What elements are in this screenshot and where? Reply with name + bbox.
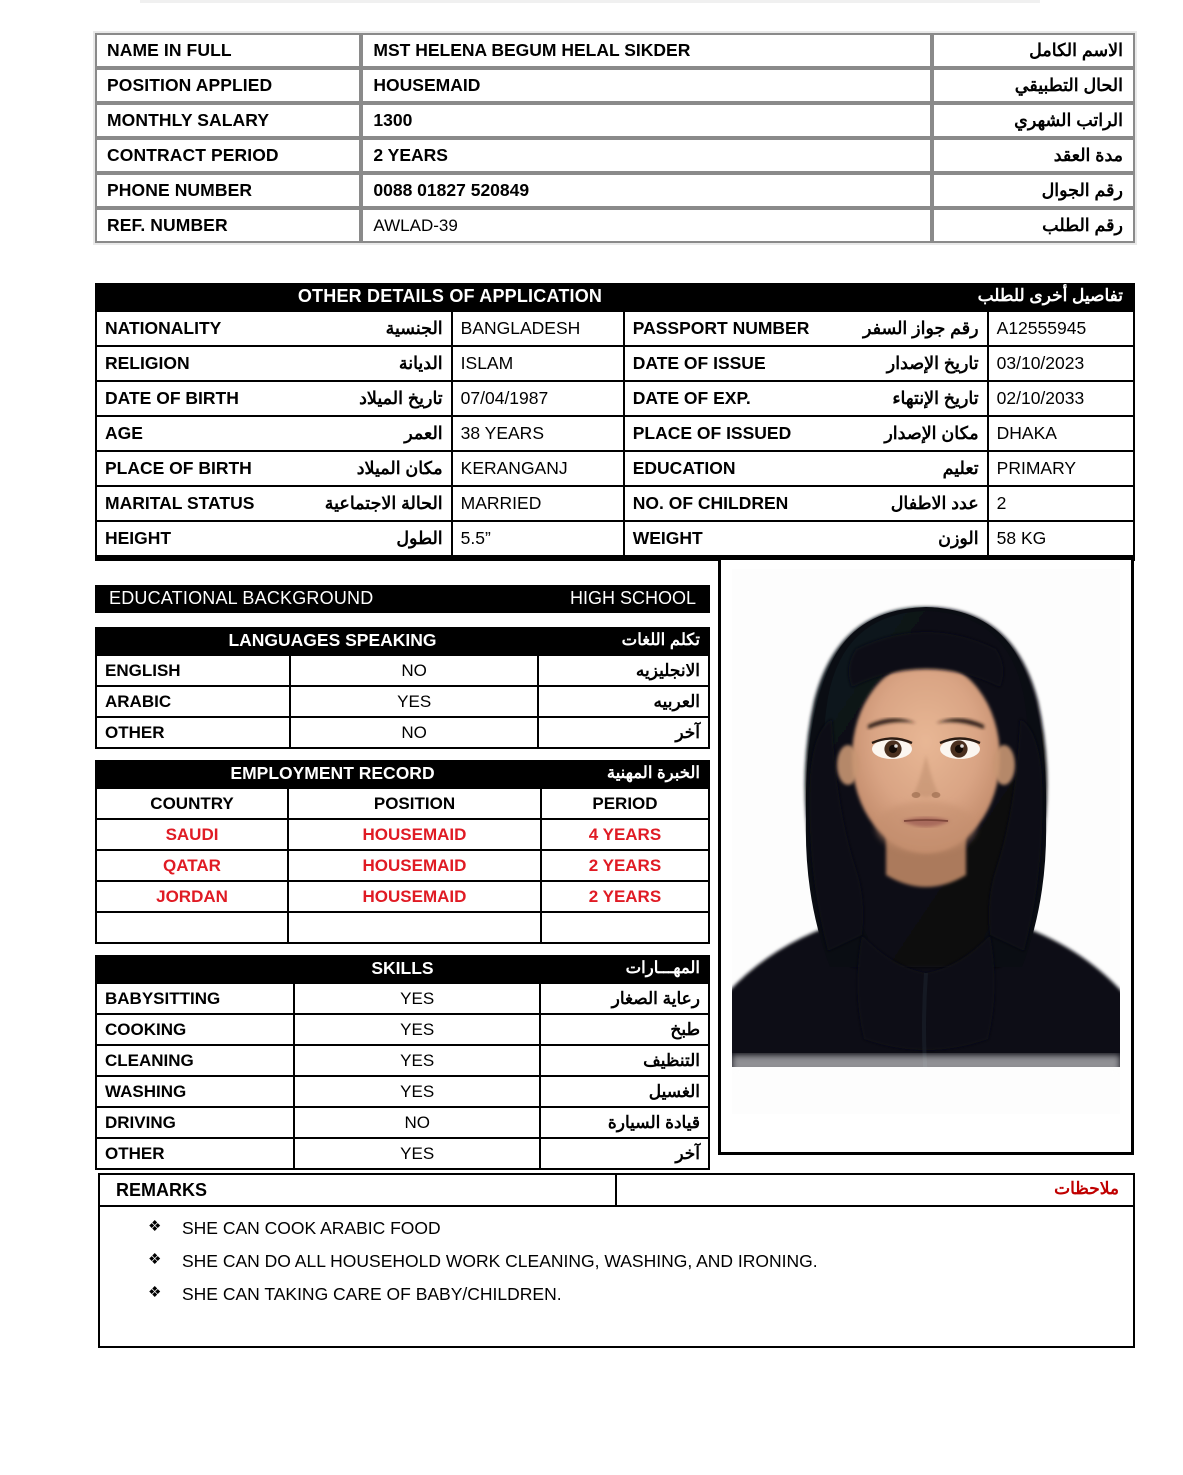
detail-label-left-en: HEIGHT: [105, 528, 172, 548]
detail-value-right: A12555945: [988, 311, 1134, 346]
skill-value: YES: [294, 1014, 540, 1045]
language-name: ENGLISH: [96, 655, 290, 686]
other-details-title-ar: تفاصيل أخرى للطلب: [977, 286, 1123, 305]
employment-period: 4 YEARS: [541, 819, 709, 850]
skill-name-arabic: رعاية الصغار: [540, 983, 709, 1014]
summary-label: REF. NUMBER: [95, 208, 361, 243]
employment-country: JORDAN: [96, 881, 288, 912]
table-row: [96, 912, 709, 943]
skill-name: DRIVING: [96, 1107, 294, 1138]
detail-label-right: [624, 311, 988, 346]
detail-label-left: [96, 311, 452, 346]
detail-label-right-ar: تاريخ الإصدار: [886, 353, 979, 373]
educational-background-bar: [95, 585, 710, 613]
detail-value-left: ISLAM: [452, 346, 624, 381]
table-row: [96, 346, 1134, 381]
summary-label: CONTRACT PERIOD: [95, 138, 361, 173]
table-row: [95, 103, 1135, 138]
detail-value-left: BANGLADESH: [452, 311, 624, 346]
employment-record-title-ar: الخبرة المهنية: [606, 764, 700, 782]
table-row: [96, 686, 709, 717]
detail-label-left-ar: الحالة الاجتماعية: [324, 493, 443, 513]
detail-label-left: [96, 486, 452, 521]
detail-label-right-ar: تعليم: [942, 458, 979, 478]
diamond-bullet-icon: ❖: [148, 1284, 162, 1302]
skills-section: [95, 955, 710, 1170]
detail-label-right: [624, 486, 988, 521]
skills-title-ar: المهـــارات: [625, 959, 700, 977]
language-value: YES: [290, 686, 538, 717]
remarks-title-en: REMARKS: [116, 1180, 208, 1200]
employment-position: HOUSEMAID: [288, 819, 541, 850]
detail-label-left-ar: تاريخ الميلاد: [359, 388, 443, 408]
remarks-section: [98, 1173, 1135, 1348]
detail-value-right: 02/10/2033: [988, 381, 1134, 416]
languages-table: [95, 654, 710, 749]
other-details-title-en: OTHER DETAILS OF APPLICATION: [297, 286, 603, 306]
detail-value-left: 07/04/1987: [452, 381, 624, 416]
detail-value-left: 5.5”: [452, 521, 624, 556]
summary-label-arabic: رقم الطلب: [932, 208, 1135, 243]
list-item: [100, 1215, 1133, 1248]
table-row: [96, 1107, 709, 1138]
employment-period: 2 YEARS: [541, 850, 709, 881]
detail-label-right: [624, 521, 988, 556]
employment-country: [96, 912, 288, 943]
detail-label-right-ar: عدد الاطفال: [890, 493, 979, 513]
table-row: [96, 311, 1134, 346]
remark-text: SHE CAN DO ALL HOUSEHOLD WORK CLEANING, WASHING, AND IRONING.: [182, 1251, 818, 1272]
detail-label-left-ar: العمر: [404, 423, 443, 443]
applicant-photo-image: [732, 569, 1120, 1114]
remarks-header-divider: [615, 1175, 617, 1205]
table-row: [95, 208, 1135, 243]
detail-label-left-en: DATE OF BIRTH: [105, 388, 239, 408]
table-row: [95, 68, 1135, 103]
detail-label-left-en: PLACE OF BIRTH: [105, 458, 252, 478]
detail-label-left: [96, 451, 452, 486]
detail-label-right-ar: مكان الإصدار: [884, 423, 979, 443]
table-row: [96, 381, 1134, 416]
detail-label-left-en: MARITAL STATUS: [105, 493, 255, 513]
language-value: NO: [290, 717, 538, 748]
remarks-list: [100, 1207, 1133, 1314]
detail-label-right-en: PASSPORT NUMBER: [632, 318, 810, 338]
summary-label: NAME IN FULL: [95, 33, 361, 68]
summary-value: AWLAD-39: [361, 208, 932, 243]
detail-value-right: 58 KG: [988, 521, 1134, 556]
detail-label-left: [96, 416, 452, 451]
detail-value-left: KERANGANJ: [452, 451, 624, 486]
table-row: [95, 173, 1135, 208]
skill-value: NO: [294, 1107, 540, 1138]
summary-label-arabic: الحال التطبيقي: [932, 68, 1135, 103]
detail-value-left: 38 YEARS: [452, 416, 624, 451]
table-row: [96, 717, 709, 748]
employment-period: [541, 912, 709, 943]
detail-label-right-en: WEIGHT: [632, 528, 703, 548]
summary-label-arabic: مدة العقد: [932, 138, 1135, 173]
skill-name: BABYSITTING: [96, 983, 294, 1014]
table-row: [96, 1045, 709, 1076]
skill-value: YES: [294, 983, 540, 1014]
skill-name: CLEANING: [96, 1045, 294, 1076]
summary-label-arabic: الاسم الكامل: [932, 33, 1135, 68]
detail-label-right-en: EDUCATION: [632, 458, 736, 478]
applicant-photo-frame: [718, 557, 1134, 1155]
language-name: OTHER: [96, 717, 290, 748]
list-item: [100, 1248, 1133, 1281]
detail-value-left: MARRIED: [452, 486, 624, 521]
table-row: [95, 33, 1135, 68]
table-row: [96, 655, 709, 686]
table-row: [96, 521, 1134, 556]
summary-value: 2 YEARS: [361, 138, 932, 173]
table-row: [96, 1014, 709, 1045]
languages-title-en: LANGUAGES SPEAKING: [228, 630, 437, 650]
language-name: ARABIC: [96, 686, 290, 717]
remarks-header: [100, 1175, 1133, 1207]
skill-name: WASHING: [96, 1076, 294, 1107]
language-name-arabic: الانجليزيه: [538, 655, 709, 686]
summary-label: MONTHLY SALARY: [95, 103, 361, 138]
detail-label-left: [96, 381, 452, 416]
column-header-country: COUNTRY: [96, 788, 288, 819]
summary-value: 0088 01827 520849: [361, 173, 932, 208]
remark-text: SHE CAN TAKING CARE OF BABY/CHILDREN.: [182, 1284, 562, 1305]
detail-label-right: [624, 381, 988, 416]
detail-value-right: PRIMARY: [988, 451, 1134, 486]
summary-label: POSITION APPLIED: [95, 68, 361, 103]
skills-header: [95, 955, 710, 982]
detail-label-right: [624, 346, 988, 381]
employment-position: HOUSEMAID: [288, 850, 541, 881]
employment-record-section: [95, 760, 710, 944]
skill-name-arabic: طبخ: [540, 1014, 709, 1045]
language-name-arabic: العربيه: [538, 686, 709, 717]
other-details-table: [95, 310, 1135, 557]
detail-label-right: [624, 416, 988, 451]
skill-name: OTHER: [96, 1138, 294, 1169]
other-details-header: [95, 283, 1135, 310]
skill-value: YES: [294, 1076, 540, 1107]
skills-table: [95, 982, 710, 1170]
detail-label-right-ar: تاريخ الإنتهاء: [892, 388, 979, 408]
table-row: [96, 486, 1134, 521]
column-header-period: PERIOD: [541, 788, 709, 819]
summary-value: 1300: [361, 103, 932, 138]
employment-country: SAUDI: [96, 819, 288, 850]
employment-record-header: [95, 760, 710, 787]
column-header-position: POSITION: [288, 788, 541, 819]
employment-position: [288, 912, 541, 943]
summary-label-arabic: رقم الجوال: [932, 173, 1135, 208]
list-item: [100, 1281, 1133, 1314]
skill-name-arabic: التنظيف: [540, 1045, 709, 1076]
detail-label-left: [96, 521, 452, 556]
detail-label-right-ar: رقم جواز السفر: [862, 318, 979, 338]
educational-background-label: EDUCATIONAL BACKGROUND: [109, 588, 374, 608]
table-row: [96, 1076, 709, 1107]
table-row: [95, 138, 1135, 173]
table-row: [96, 416, 1134, 451]
detail-label-right-en: DATE OF ISSUE: [632, 353, 766, 373]
summary-label-arabic: الراتب الشهري: [932, 103, 1135, 138]
skill-name-arabic: قيادة السيارة: [540, 1107, 709, 1138]
languages-header: [95, 627, 710, 654]
languages-section: [95, 627, 710, 749]
employment-record-title-en: EMPLOYMENT RECORD: [230, 763, 435, 783]
diamond-bullet-icon: ❖: [148, 1251, 162, 1269]
table-row: [96, 850, 709, 881]
languages-title-ar: تكلم اللغات: [621, 631, 700, 649]
remark-text: SHE CAN COOK ARABIC FOOD: [182, 1218, 441, 1238]
detail-value-right: 2: [988, 486, 1134, 521]
table-row: [96, 819, 709, 850]
other-details-section: [95, 283, 1135, 561]
educational-background-value: HIGH SCHOOL: [569, 588, 696, 608]
skill-name-arabic: الغسيل: [540, 1076, 709, 1107]
skill-value: YES: [294, 1138, 540, 1169]
table-header-row: [96, 788, 709, 819]
language-value: NO: [290, 655, 538, 686]
detail-label-left-en: RELIGION: [105, 353, 190, 373]
applicant-photo: [732, 569, 1120, 1114]
applicant-summary-table: [95, 33, 1135, 243]
detail-label-right-en: NO. OF CHILDREN: [632, 493, 789, 513]
diamond-bullet-icon: ❖: [148, 1218, 162, 1235]
detail-label-right-en: PLACE OF ISSUED: [632, 423, 792, 443]
remarks-title-ar: ملاحظات: [1054, 1179, 1119, 1198]
skills-title-en: SKILLS: [371, 958, 434, 978]
table-row: [96, 983, 709, 1014]
employment-position: HOUSEMAID: [288, 881, 541, 912]
detail-label-left-ar: الطول: [396, 528, 443, 548]
detail-label-right: [624, 451, 988, 486]
table-row: [96, 451, 1134, 486]
skill-name-arabic: آخر: [540, 1138, 709, 1169]
detail-label-left-en: NATIONALITY: [105, 318, 222, 338]
table-row: [96, 1138, 709, 1169]
table-row: [96, 881, 709, 912]
employment-country: QATAR: [96, 850, 288, 881]
employment-record-table: [95, 787, 710, 944]
detail-value-right: DHAKA: [988, 416, 1134, 451]
employment-period: 2 YEARS: [541, 881, 709, 912]
detail-label-right-en: DATE OF EXP.: [632, 388, 751, 408]
language-name-arabic: آخر: [538, 717, 709, 748]
skill-name: COOKING: [96, 1014, 294, 1045]
detail-value-right: 03/10/2023: [988, 346, 1134, 381]
detail-label-left-ar: الديانة: [398, 353, 443, 373]
summary-label: PHONE NUMBER: [95, 173, 361, 208]
detail-label-left-en: AGE: [105, 423, 143, 443]
detail-label-left-ar: مكان الميلاد: [356, 458, 443, 478]
detail-label-left: [96, 346, 452, 381]
detail-label-left-ar: الجنسية: [385, 318, 443, 338]
skill-value: YES: [294, 1045, 540, 1076]
detail-label-right-ar: الوزن: [938, 528, 979, 548]
scan-edge-artifact: [140, 0, 1040, 3]
summary-value: HOUSEMAID: [361, 68, 932, 103]
summary-value: MST HELENA BEGUM HELAL SIKDER: [361, 33, 932, 68]
